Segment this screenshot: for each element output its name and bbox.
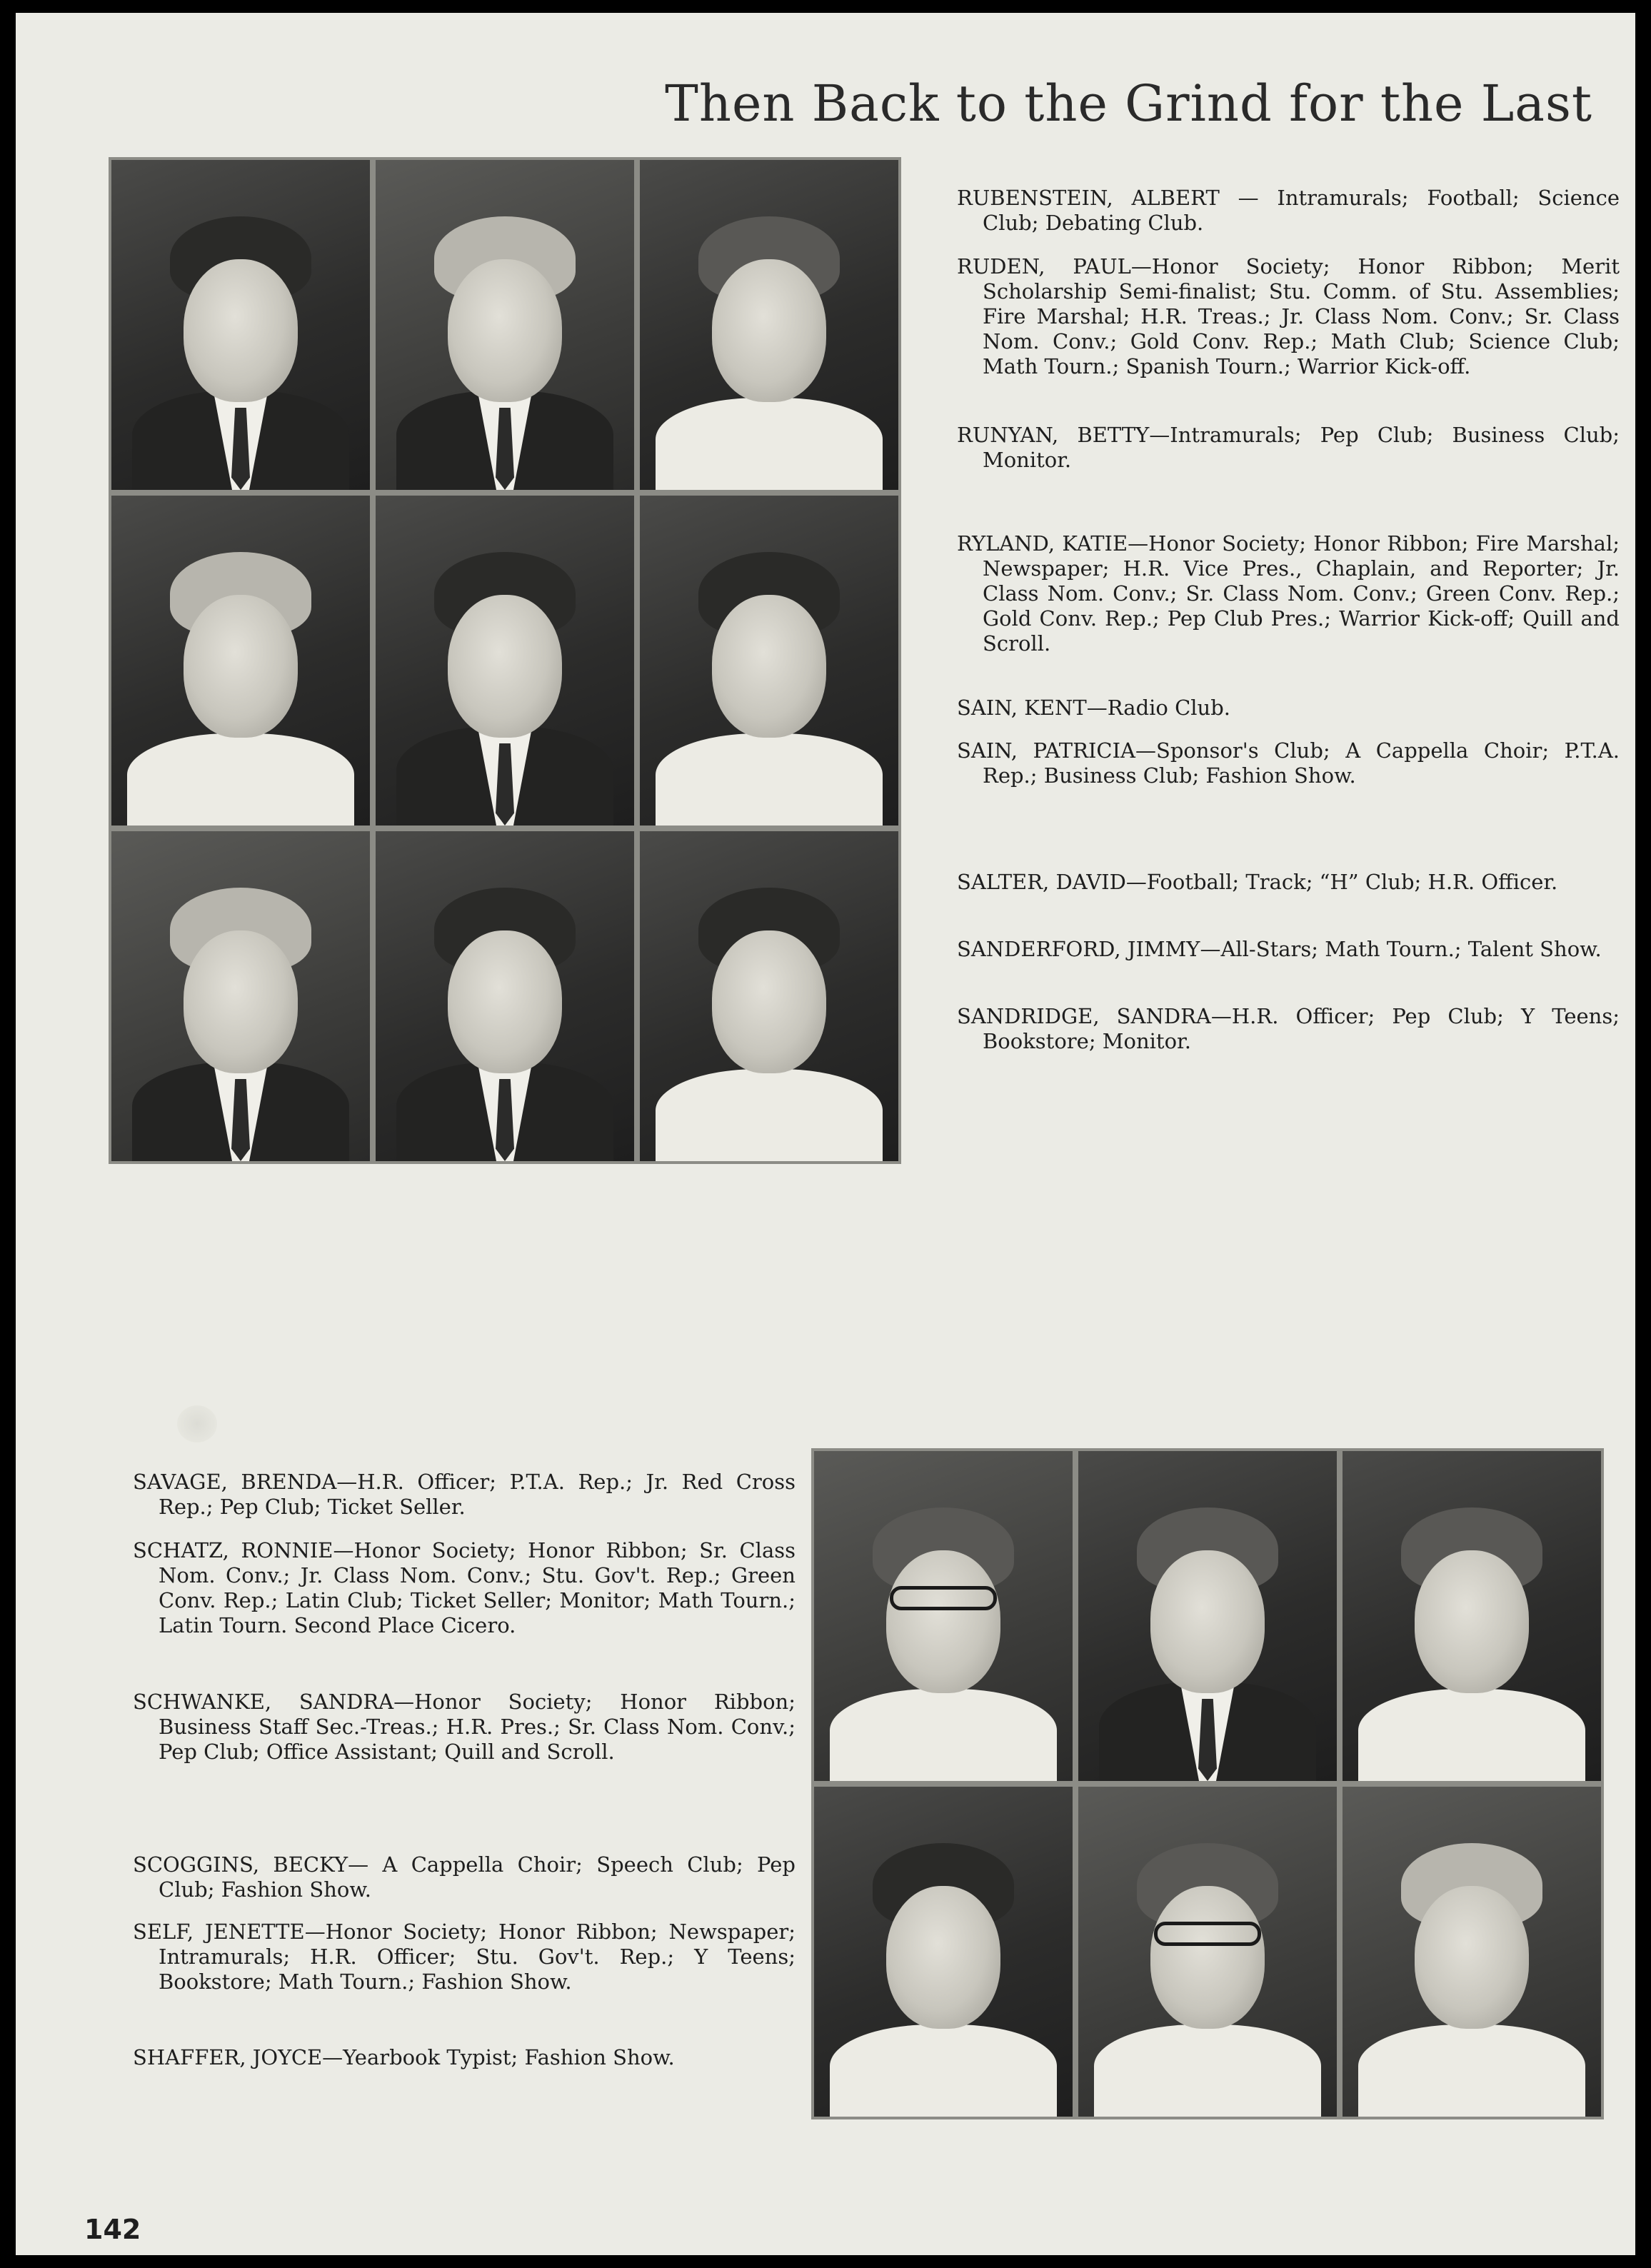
portrait-sanderford-jimmy — [376, 831, 634, 1161]
bio-salter-david: SALTER, DAVID—Football; Track; “H” Club; H.R. Officer. — [957, 870, 1558, 894]
bio-scoggins-becky: SCOGGINS, BECKY— A Cappella Choir; Speech Club; Pep Club; Fashion Show. — [133, 1852, 796, 1902]
portrait-ruden-paul — [376, 160, 634, 490]
portrait-schatz-ronnie — [1078, 1451, 1337, 1781]
yearbook-page — [16, 13, 1635, 2255]
portrait-scoggins-becky — [814, 1787, 1073, 2117]
page-smudge — [177, 1405, 217, 1442]
bio-savage-brenda: SAVAGE, BRENDA—H.R. Officer; P.T.A. Rep.; Jr. Red Cross Rep.; Pep Club; Ticket Seller. — [133, 1470, 796, 1519]
portrait-savage-brenda — [814, 1451, 1073, 1781]
portrait-sain-kent — [376, 496, 634, 826]
portrait-rubenstein-albert — [111, 160, 370, 490]
bio-shaffer-joyce: SHAFFER, JOYCE—Yearbook Typist; Fashion Show. — [133, 2045, 675, 2069]
portrait-ryland-katie — [111, 496, 370, 826]
portrait-sandridge-sandra — [640, 831, 898, 1161]
bio-runyan-betty: RUNYAN, BETTY—Intramurals; Pep Club; Business Club; Monitor. — [957, 423, 1620, 472]
bio-ruden-paul: RUDEN, PAUL—Honor Society; Honor Ribbon; Merit Scholarship Semi-finalist; Stu. Comm. of Stu. Assemblies; Fire Marshal; H.R. Treas.; Jr. Class Nom. Conv.; Sr. Class Nom. Conv.; Gold Conv. Rep.; Math Club; Science Club; Math Tourn.; Spanish Tourn.; Warrior Kick-off. — [957, 254, 1620, 378]
bio-self-jenette: SELF, JENETTE—Honor Society; Honor Ribbon; Newspaper; Intramurals; H.R. Officer; Stu. Gov't. Rep.; Y Teens; Bookstore; Math Tourn.; Fashion Show. — [133, 1920, 796, 1994]
bio-sain-patricia: SAIN, PATRICIA—Sponsor's Club; A Cappella Choir; P.T.A. Rep.; Business Club; Fashion Show. — [957, 738, 1620, 788]
portrait-self-jenette — [1078, 1787, 1337, 2117]
portrait-schwanke-sandra — [1343, 1451, 1601, 1781]
bio-sain-kent: SAIN, KENT—Radio Club. — [957, 696, 1231, 720]
page-title: Then Back to the Grind for the Last — [665, 74, 1592, 133]
top-photo-grid — [109, 157, 901, 1164]
bio-ryland-katie: RYLAND, KATIE—Honor Society; Honor Ribbon; Fire Marshal; Newspaper; H.R. Vice Pres., Chaplain, and Reporter; Jr. Class Nom. Conv.; Sr. Class Nom. Conv.; Green Conv. Rep.; Gold Conv. Rep.; Pep Club Pres.; Warrior Kick-off; Quill and Scroll. — [957, 531, 1620, 656]
page-number: 142 — [84, 2214, 141, 2245]
bio-rubenstein-albert: RUBENSTEIN, ALBERT — Intramurals; Football; Science Club; Debating Club. — [957, 186, 1620, 235]
portrait-salter-david — [111, 831, 370, 1161]
bio-schwanke-sandra: SCHWANKE, SANDRA—Honor Society; Honor Ribbon; Business Staff Sec.-Treas.; H.R. Pres.; Sr. Class Nom. Conv.; Pep Club; Office Assistant; Quill and Scroll. — [133, 1690, 796, 1764]
bottom-photo-grid — [811, 1448, 1604, 2119]
bio-schatz-ronnie: SCHATZ, RONNIE—Honor Society; Honor Ribbon; Sr. Class Nom. Conv.; Jr. Class Nom. Conv.; Stu. Gov't. Rep.; Green Conv. Rep.; Latin Club; Ticket Seller; Monitor; Math Tourn.; Latin Tourn. Second Place Cicero. — [133, 1538, 796, 1637]
bio-sanderford-jimmy: SANDERFORD, JIMMY—All-Stars; Math Tourn.; Talent Show. — [957, 937, 1602, 961]
bio-sandridge-sandra: SANDRIDGE, SANDRA—H.R. Officer; Pep Club; Y Teens; Bookstore; Monitor. — [957, 1004, 1620, 1053]
portrait-sain-patricia — [640, 496, 898, 826]
portrait-shaffer-joyce — [1343, 1787, 1601, 2117]
portrait-runyan-betty — [640, 160, 898, 490]
